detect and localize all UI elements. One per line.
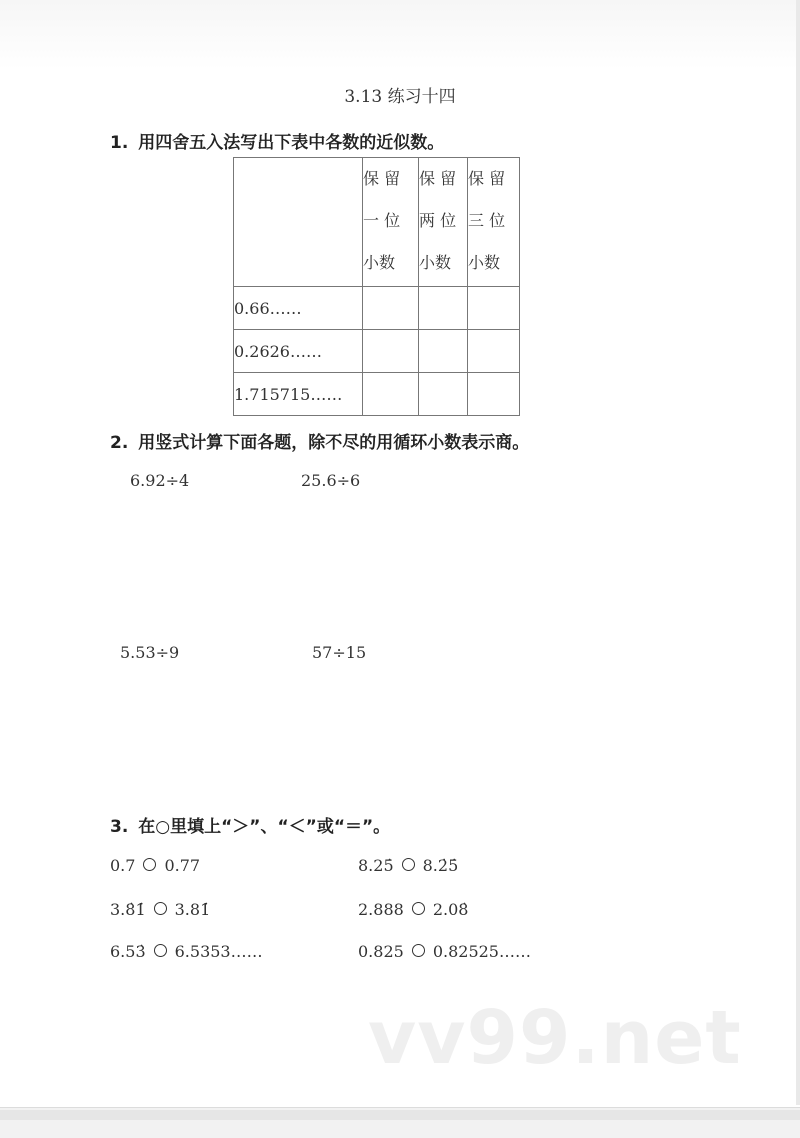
page-right-edge xyxy=(796,0,800,1105)
header-line: 保 留 xyxy=(363,169,401,188)
table-row xyxy=(234,287,520,330)
comparison-left: 0.7 xyxy=(110,856,136,875)
question-3-number: 3. xyxy=(110,817,129,837)
answer-circle-icon[interactable] xyxy=(143,858,156,871)
division-problem: 57÷15 xyxy=(312,643,367,662)
answer-circle-icon[interactable] xyxy=(412,944,425,957)
comparison-right: 8.2̇5̇ xyxy=(422,856,459,875)
comparison-left: 6.53̇ xyxy=(110,942,146,961)
header-line: 一 位 xyxy=(363,211,401,230)
rounding-table xyxy=(233,157,520,416)
question-2 xyxy=(110,428,529,453)
answer-cell[interactable] xyxy=(468,330,520,373)
division-problem: 5.53÷9 xyxy=(120,643,180,662)
answer-circle-icon[interactable] xyxy=(412,902,425,915)
table-corner-cell xyxy=(234,158,363,287)
table-row xyxy=(234,373,520,416)
comparison-item xyxy=(110,942,263,961)
answer-circle-icon[interactable] xyxy=(154,944,167,957)
question-3 xyxy=(110,812,390,837)
question-3-text: 在○里填上“＞”、“＜”或“＝”。 xyxy=(138,817,391,837)
header-line: 小数 xyxy=(419,253,452,272)
answer-cell[interactable] xyxy=(419,287,468,330)
header-line: 小数 xyxy=(468,253,501,272)
division-problem: 25.6÷6 xyxy=(301,471,361,490)
question-1-text: 用四舍五入法写出下表中各数的近似数。 xyxy=(138,133,445,153)
comparison-right: 0.77 xyxy=(164,856,201,875)
page-title: 3.13 练习十四 xyxy=(344,87,456,107)
comparison-item xyxy=(358,942,531,961)
answer-cell[interactable] xyxy=(419,373,468,416)
answer-cell[interactable] xyxy=(419,330,468,373)
page-top-shadow xyxy=(0,0,800,70)
scrollbar-track[interactable] xyxy=(0,1110,800,1120)
question-1-number: 1. xyxy=(110,133,129,153)
watermark: vv99.net xyxy=(368,995,742,1081)
comparison-right: 0.82525…… xyxy=(432,942,531,961)
comparison-left: 8.25̇ xyxy=(358,856,394,875)
comparison-item xyxy=(358,856,458,875)
comparison-right: 2.08̇ xyxy=(432,900,469,919)
header-line: 两 位 xyxy=(419,211,457,230)
header-line: 小数 xyxy=(363,253,396,272)
row-label: 1.715715…… xyxy=(234,373,363,416)
question-2-text: 用竖式计算下面各题，除不尽的用循环小数表示商。 xyxy=(138,433,530,453)
question-1 xyxy=(110,128,444,153)
answer-circle-icon[interactable] xyxy=(402,858,415,871)
bottom-scroll-bar[interactable] xyxy=(0,1107,800,1138)
answer-cell[interactable] xyxy=(468,287,520,330)
question-2-number: 2. xyxy=(110,433,129,453)
comparison-left: 0.825 xyxy=(358,942,404,961)
answer-cell[interactable] xyxy=(363,330,419,373)
comparison-left: 3.8̇1̇ xyxy=(110,900,146,919)
comparison-left: 2.888 xyxy=(358,900,404,919)
answer-cell[interactable] xyxy=(363,287,419,330)
answer-circle-icon[interactable] xyxy=(154,902,167,915)
answer-cell[interactable] xyxy=(468,373,520,416)
header-one-decimal xyxy=(363,158,419,287)
header-three-decimals xyxy=(468,158,520,287)
header-line: 保 留 xyxy=(419,169,457,188)
comparison-right: 3.81̇ xyxy=(174,900,211,919)
comparison-right: 6.5353…… xyxy=(174,942,263,961)
division-problem: 6.92÷4 xyxy=(130,471,190,490)
table-header-row xyxy=(234,158,520,287)
comparison-item xyxy=(358,900,468,919)
table-row xyxy=(234,330,520,373)
comparison-item xyxy=(110,900,210,919)
row-label: 0.2626…… xyxy=(234,330,363,373)
comparison-item xyxy=(110,856,200,875)
row-label: 0.66…… xyxy=(234,287,363,330)
answer-cell[interactable] xyxy=(363,373,419,416)
header-line: 三 位 xyxy=(468,211,506,230)
header-line: 保 留 xyxy=(468,169,506,188)
header-two-decimals xyxy=(419,158,468,287)
